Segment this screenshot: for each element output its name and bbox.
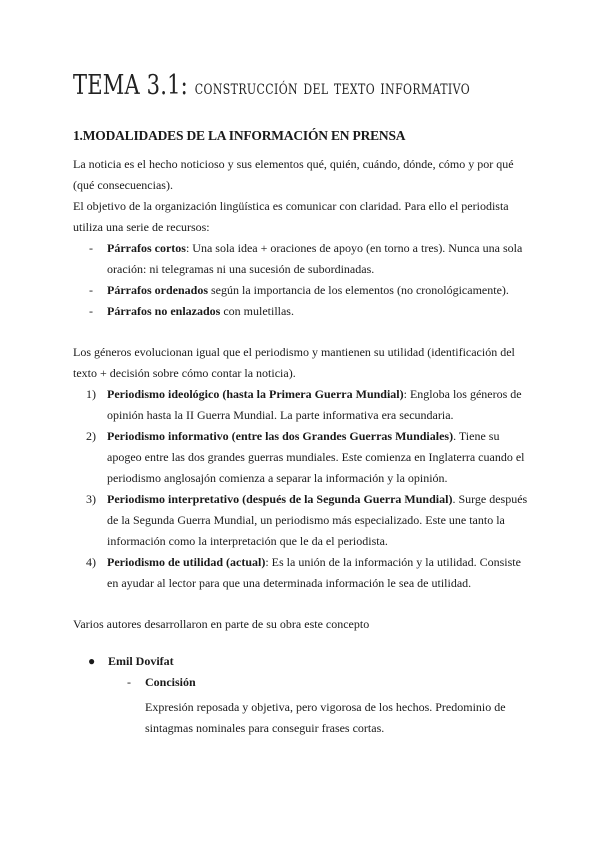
genre-text: : Es la unión de la información y la utilidad. Consiste en ayudar al lector para que una determinada información le sea de utilidad. [107,555,521,590]
dash-marker: - [89,283,93,297]
list-item [73,280,533,301]
list-item [73,552,533,594]
list-item [73,238,533,280]
resource-text: con muletillas. [220,304,294,318]
list-item [73,301,533,322]
number-marker: 3) [86,492,96,506]
concept-name: Concisión [145,675,196,689]
genre-text: . Surge después de la Segunda Guerra Mundial, un periodismo más especializado. Este une tanto la información como la interpretación que le da el periodista. [107,492,528,548]
number-marker: 4) [86,555,96,569]
resource-text: : Una sola idea + oraciones de apoyo (en torno a tres). Nunca una sola oración: ni telegramas ni una sucesión de subordinadas. [107,241,523,276]
list-item [73,489,533,552]
dash-marker: - [89,241,93,255]
genre-text: . Tiene su apogeo entre las dos grandes guerras mundiales. Este comienza en Inglaterra cuando el periodismo anglosajón comienza a separar la información y la opinión. [107,429,525,485]
title-subtitle: construcción del texto informativo [194,75,471,99]
resource-term: Párrafos cortos [107,241,186,255]
number-marker: 2) [86,429,96,443]
genre-term: Periodismo interpretativo (después de la Segunda Guerra Mundial) [107,492,453,506]
dash-marker: - [127,675,131,689]
resource-term: Párrafos no enlazados [107,304,221,318]
list-item [73,426,533,489]
genres-list [73,384,533,594]
genre-text: : Engloba los géneros de opinión hasta la II Guerra Mundial. La parte informativa era secundaria. [107,387,522,422]
section-heading: 1.MODALIDADES DE LA INFORMACIÓN EN PRENSA [73,128,406,143]
resource-term: Párrafos ordenados [107,283,208,297]
number-marker: 1) [86,387,96,401]
genre-term: Periodismo de utilidad (actual) [107,555,266,569]
title-prefix: TEMA 3.1 [73,70,181,101]
resources-list [73,238,533,322]
dash-marker: - [89,304,93,318]
concept-text: Expresión reposada y objetiva, pero vigorosa de los hechos. Predominio de sintagmas nominales para conseguir frases cortas. [145,700,506,735]
title-separator: : [180,70,188,101]
genre-term: Periodismo informativo (entre las dos Grandes Guerras Mundiales) [107,429,454,443]
bullet-icon: ● [88,654,96,668]
objective-paragraph: El objetivo de la organización lingüística es comunicar con claridad. Para ello el periodista utiliza una serie de recursos: [73,199,509,234]
author-name: Emil Dovifat [108,654,174,668]
list-item [73,384,533,426]
resource-text: según la importancia de los elementos (no cronológicamente). [208,283,509,297]
authors-paragraph: Varios autores desarrollaron en parte de su obra este concepto [73,617,370,631]
intro-paragraph: La noticia es el hecho noticioso y sus elementos qué, quién, cuándo, dónde, cómo y por qué (qué consecuencias). [73,157,514,192]
genre-term: Periodismo ideológico (hasta la Primera Guerra Mundial) [107,387,404,401]
genres-paragraph: Los géneros evolucionan igual que el periodismo y mantienen su utilidad (identificación del texto + decisión sobre cómo contar la noticia). [73,345,515,380]
document-title [73,70,470,101]
